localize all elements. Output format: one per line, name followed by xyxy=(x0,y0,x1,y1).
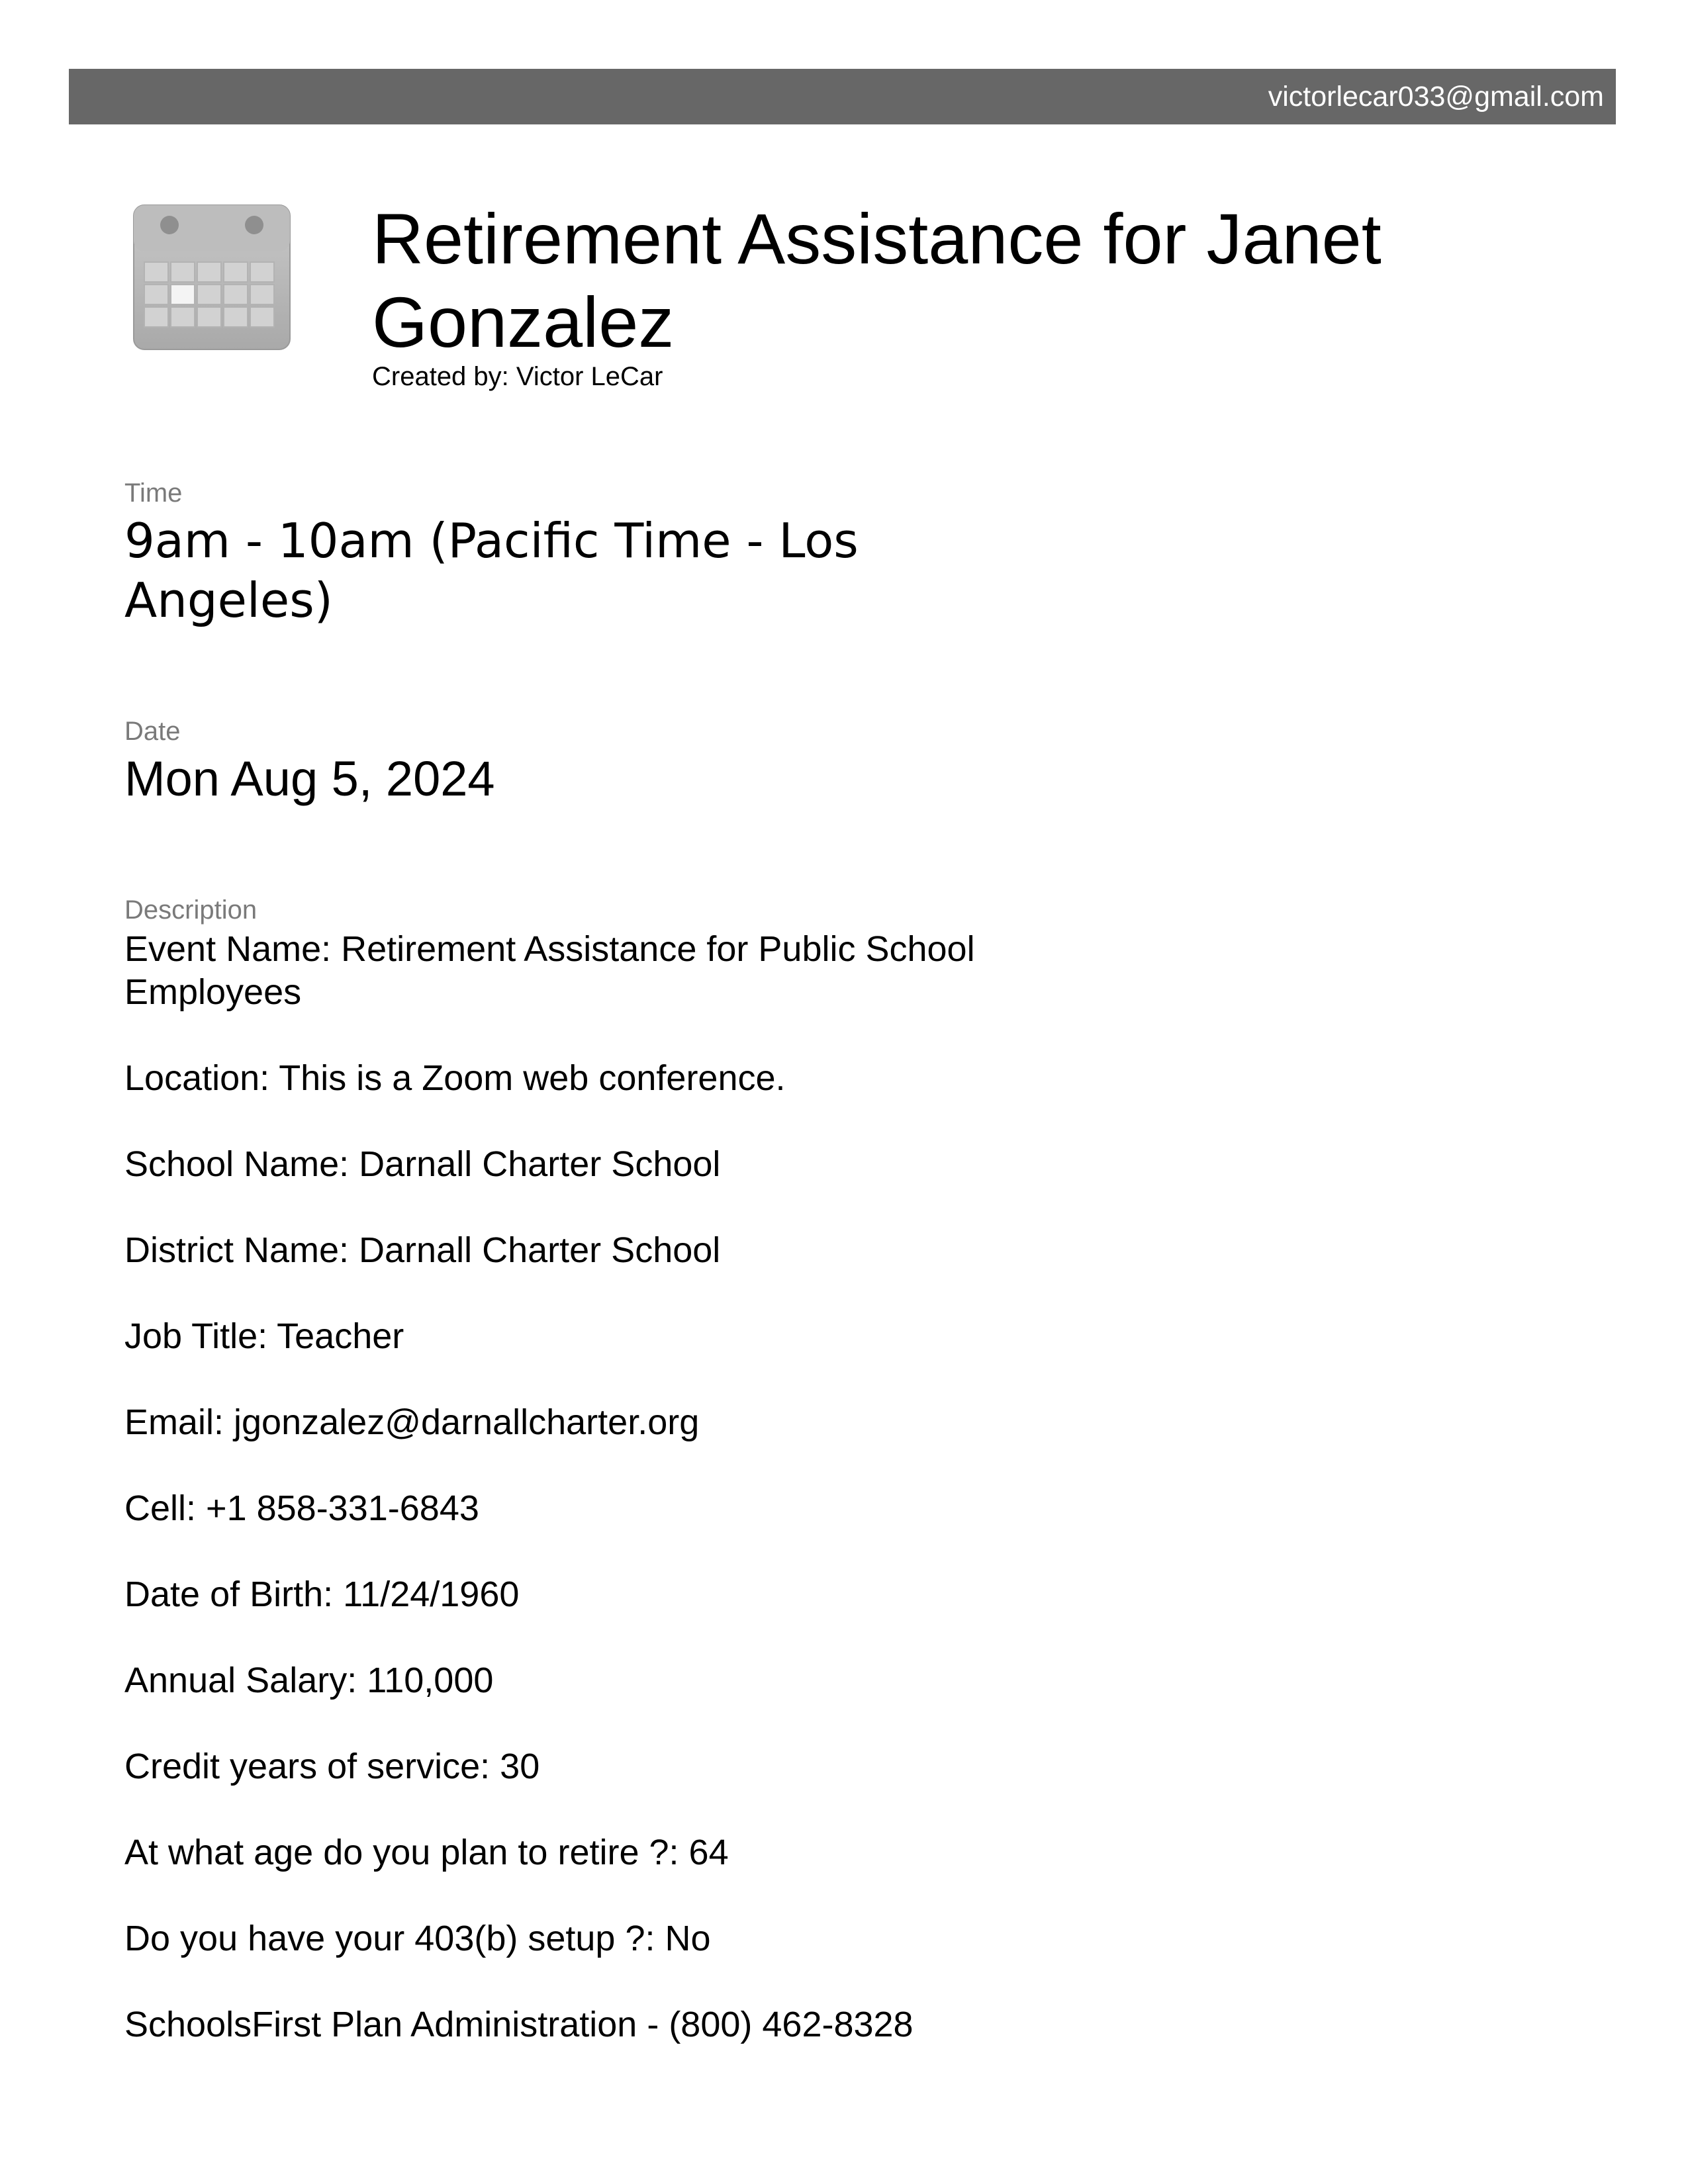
calendar-icon xyxy=(132,204,291,351)
desc-retire-age: At what age do you plan to retire ?: 64 xyxy=(124,1833,729,1872)
desc-annual-salary: Annual Salary: 110,000 xyxy=(124,1661,494,1700)
date-value: Mon Aug 5, 2024 xyxy=(124,751,495,806)
desc-date-of-birth: Date of Birth: 11/24/1960 xyxy=(124,1574,520,1614)
description-body xyxy=(124,928,985,2046)
header-bar xyxy=(69,69,1616,124)
created-by: Created by: Victor LeCar xyxy=(372,362,663,391)
desc-school-name: School Name: Darnall Charter School xyxy=(124,1144,721,1184)
desc-email: Email: jgonzalez@darnallcharter.org xyxy=(124,1402,700,1442)
desc-plan-administration: SchoolsFirst Plan Administration - (800) 462-8328 xyxy=(124,2005,914,2044)
desc-cell: Cell: +1 858-331-6843 xyxy=(124,1488,479,1528)
desc-credit-years: Credit years of service: 30 xyxy=(124,1747,540,1786)
account-email: victorlecar033@gmail.com xyxy=(1268,81,1604,113)
date-label: Date xyxy=(124,717,181,746)
desc-403b-setup: Do you have your 403(b) setup ?: No xyxy=(124,1919,711,1958)
desc-district-name: District Name: Darnall Charter School xyxy=(124,1230,721,1270)
time-label: Time xyxy=(124,478,183,508)
desc-location: Location: This is a Zoom web conference. xyxy=(124,1058,786,1098)
event-title: Retirement Assistance for Janet Gonzalez xyxy=(372,199,1382,362)
time-value: 9am - 10am (Pacific Time - Los Angeles) xyxy=(124,513,859,628)
description-label: Description xyxy=(124,895,258,925)
desc-event-name: Event Name: Retirement Assistance for Public School Employees xyxy=(124,929,975,1012)
desc-job-title: Job Title: Teacher xyxy=(124,1316,404,1356)
